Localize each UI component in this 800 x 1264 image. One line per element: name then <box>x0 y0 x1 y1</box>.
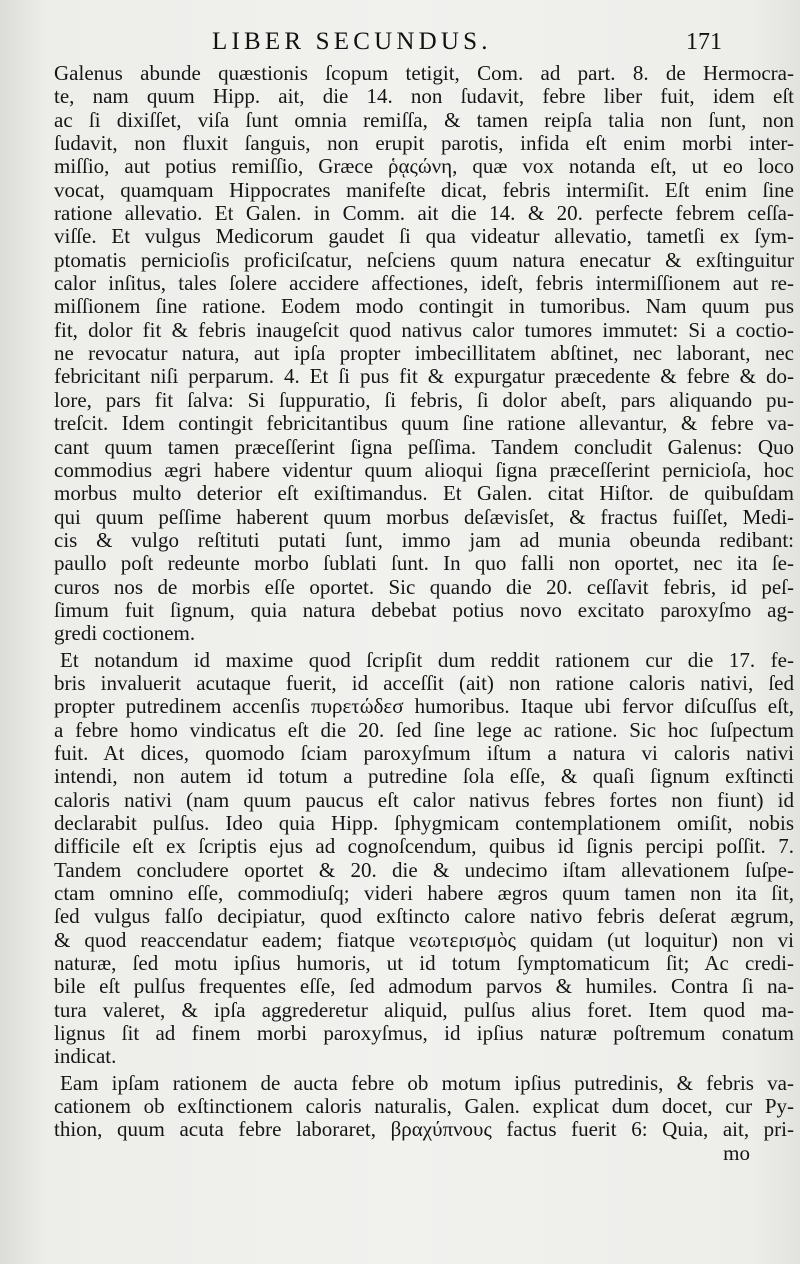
text-line: ptomatis pernicioſis proficiſcatur, neſciens quum natura enecatur & exſtinguitur <box>54 247 794 272</box>
page-number: 171 <box>686 29 722 55</box>
paragraph <box>54 649 794 1069</box>
running-title: LIBER SECUNDUS. <box>212 28 492 55</box>
body-text <box>54 62 794 1165</box>
text-line: calor inſitus, tales ſolere accidere affectiones, ideſt, febris intermiſſionem aut re- <box>54 271 794 296</box>
text-line: bile eſt pulſus frequentes eſſe, ſed admodum parvos & humiles. Contra ſi na- <box>54 974 794 999</box>
text-line: Et notandum id maxime quod ſcripſit dum reddit rationem cur die 17. fe- <box>60 647 794 672</box>
catchword: mo <box>723 1140 750 1165</box>
text-line: cis & vulgo reſtituti putati ſunt, immo jam ad munia obeunda redibant: <box>54 527 794 552</box>
text-line: ſed vulgus falſo decipiatur, quod exſtincto calore nativo febris deſerat ægrum, <box>54 904 794 929</box>
text-line: a febre homo vindicatus eſt die 20. ſed ſine lege ac ratione. Sic hoc ſuſpectum <box>54 717 794 742</box>
running-head <box>0 28 800 58</box>
text-line: fit, dolor fit & febris inaugeſcit quod nativus calor tumores immutet: Si a coctio- <box>54 317 794 342</box>
paragraph <box>54 62 794 646</box>
text-line: ctam omnino eſſe, commodiuſq; videri habere ægros quum tamen non ita ſit, <box>54 881 794 906</box>
text-line: ſudavit, non fluxit ſanguis, non erupit parotis, infida eſt enim morbi inter- <box>54 131 794 156</box>
text-line: treſcit. Idem contingit febricitantibus quum ſine ratione allevantur, & febre va- <box>54 411 794 436</box>
text-line: miſſionem ſine ratione. Eodem modo contingit in tumoribus. Nam quum pus <box>54 294 794 319</box>
text-line: propter putredinem accenſis πυρετώδεσ humoribus. Itaque ubi fervor diſcuſſus eſt, <box>54 694 794 719</box>
text-line: cationem ob exſtinctionem caloris naturalis, Galen. explicat dum docet, cur Py- <box>54 1094 794 1119</box>
text-line: ac ſi dixiſſet, viſa ſunt omnia remiſſa, & tamen reipſa talia non ſunt, non <box>54 107 794 132</box>
text-line: difficile eſt ex ſcriptis ejus ad cognoſcendum, quibus id ſignis percipi poſſit. 7. <box>54 834 794 859</box>
text-line: cant quum tamen præceſſerint ſigna peſſima. Tandem concludit Galenus: Quo <box>54 434 794 459</box>
text-line: paullo poſt redeunte morbo ſublati ſunt. In quo falli non oportet, nec ita ſe- <box>54 551 794 576</box>
text-line: miſſio, aut potius remiſſio, Græce ῥᾳςώνη, quæ vox notanda eſt, ut eo loco <box>54 154 794 179</box>
text-line: ſimum fuit ſignum, quia natura debebat potius novo excitato paroxyſmo ag- <box>54 597 794 622</box>
text-line: declarabit pulſus. Ideo quia Hipp. ſphygmicam contemplationem omiſit, nobis <box>54 811 794 835</box>
text-line: lore, pars fit ſalva: Si ſuppuratio, ſi febris, ſi dolor abeſt, pars aliquando pu- <box>54 387 794 412</box>
text-line: commodius ægri habere videntur quum alioqui ſigna præceſſerint pernicioſa, hoc <box>54 457 794 482</box>
text-line: ratione allevatio. Et Galen. in Comm. ait die 14. & 20. perfecte febrem ceſſa- <box>54 201 794 226</box>
text-line: & quod reaccendatur eadem; fiatque νεωτερισμὸς quidam (ut loquitur) non vi <box>54 927 794 952</box>
text-line: naturæ, ſed motu ipſius humoris, ut id totum ſymptomaticum ſit; Ac credi- <box>54 951 794 976</box>
text-line: bris invaluerit acutaque fuerit, id acceſſit (ait) non ratione caloris nativi, ſed <box>54 670 794 695</box>
text-line: tura valeret, & ipſa aggrederetur aliquid, pulſus alius foret. Item quod ma- <box>54 997 794 1022</box>
text-line: vocat, quamquam Hippocrates manifeſte dicat, febris intermiſit. Eſt enim ſine <box>54 177 794 202</box>
text-line: febricitant niſi perparum. 4. Et ſi pus fit & expurgatur præcedente & febre & do- <box>54 364 794 389</box>
text-line: thion, quum acuta febre laboraret, βραχύπνους factus fuerit 6: Quia, ait, pri- <box>54 1117 794 1142</box>
text-line: gredi coctionem. <box>54 621 196 646</box>
text-line: Tandem concludere oportet & 20. die & undecimo iſtam allevationem ſuſpe- <box>54 857 794 882</box>
text-line: Eam ipſam rationem de aucta febre ob motum ipſius putredinis, & febris va- <box>60 1070 794 1095</box>
text-line: te, nam quum Hipp. ait, die 14. non ſudavit, febre liber fuit, idem eſt <box>54 84 794 109</box>
text-line: indicat. <box>54 1044 117 1069</box>
text-line: viſſe. Et vulgus Medicorum gaudet ſi qua videatur allevatio, tametſi ex ſym- <box>54 224 794 249</box>
text-line: lignus ſit ad finem morbi paroxyſmus, id ipſius naturæ poſtremum conatum <box>54 1021 794 1046</box>
text-line: qui quum peſſime haberent quum morbus deſævisſet, & fractus fuiſſet, Medi- <box>54 504 794 529</box>
text-line: morbus multo deterior eſt exiſtimandus. Et Galen. citat Hiſtor. de quibuſdam <box>54 481 794 506</box>
paragraph <box>54 1072 794 1142</box>
text-line: caloris nativi (nam quum paucus eſt calor nativus febres fortes non fiunt) id <box>54 787 794 812</box>
text-line: ne revocatur natura, aut ipſa propter imbecillitatem abſtinet, nec laborant, nec <box>54 341 794 366</box>
text-line: Galenus abunde quæstionis ſcopum tetigit, Com. ad part. 8. de Hermocra- <box>54 61 794 85</box>
text-line: intendi, non autem id totum a putredine ſola eſſe, & quaſi ſignum exſtincti <box>54 764 794 789</box>
text-line: curos nos de morbis eſſe oportet. Sic quando die 20. ceſſavit febris, id peſ- <box>54 574 794 599</box>
text-line: fuit. At dices, quomodo ſciam paroxyſmum iſtum a natura vi caloris nativi <box>54 740 794 765</box>
